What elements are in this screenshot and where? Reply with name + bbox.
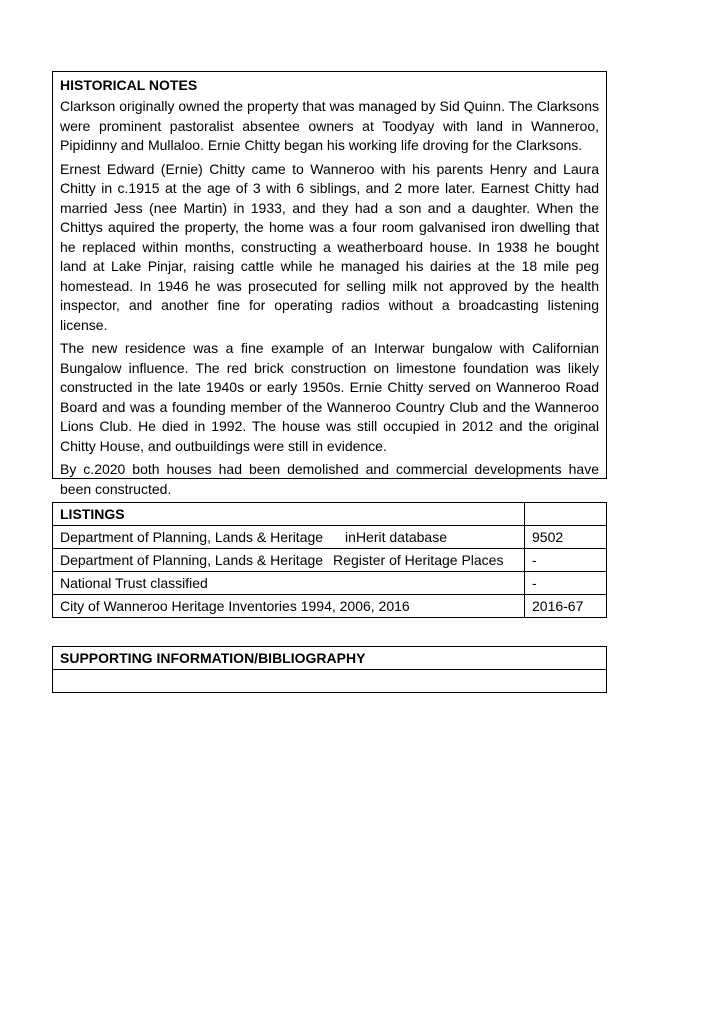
bibliography-heading: SUPPORTING INFORMATION/BIBLIOGRAPHY	[53, 647, 607, 670]
listing-value: -	[525, 549, 607, 572]
listing-detail: Register of Heritage Places	[333, 552, 504, 568]
historical-notes-paragraph-3: The new residence was a fine example of an Interwar bungalow with Californian Bungalow influence. The red brick construction on limestone foundation was likely constructed in the late 1940s or early 1950s. Ernie Chitty served on Wanneroo Road Board and was a founding member of the Wanneroo Country Club and the Wanneroo Lions Club. He died in 1992. The house was still occupied in 2012 and the original Chitty House, and outbuildings were still in evidence.	[60, 340, 599, 454]
listing-name	[53, 572, 525, 595]
historical-notes-paragraph-1: Clarkson originally owned the property that was managed by Sid Quinn. The Clarksons were prominent pastoralist absentee owners at Toodyay with land in Wanneroo, Pipidinny and Mullaloo. Ernie Chitty began his working life droving for the Clarksons.	[60, 98, 599, 153]
bibliography-header-row	[53, 647, 607, 670]
historical-notes-paragraph-4: By c.2020 both houses had been demolished and commercial developments have been constructed.	[60, 461, 599, 497]
listing-org: Department of Planning, Lands & Heritage	[60, 552, 324, 568]
listings-header-row	[53, 503, 607, 526]
listings-heading: LISTINGS	[53, 503, 525, 526]
historical-notes-paragraph-2: Ernest Edward (Ernie) Chitty came to Wanneroo with his parents Henry and Laura Chitty in c.1915 at the age of 3 with 6 siblings, and 2 more later. Earnest Chitty had married Jess (nee Martin) in 1933, and they had a son and a daughter. When the Chittys aquired the property, the home was a four room galvanised iron dwelling that he replaced within months, constructing a weatherboard house. In 1938 he bought land at Lake Pinjar, raising cattle while he managed his dairies at the 18 mile peg homestead. In 1946 he was prosecuted for selling milk not approved by the health inspector, and another fine for operating radios without a broadcasting listening license.	[60, 160, 599, 333]
listing-name	[53, 526, 525, 549]
listing-name	[53, 595, 525, 618]
listing-org: City of Wanneroo Heritage Inventories 1994, 2006, 2016	[60, 598, 410, 614]
listing-value: 9502	[525, 526, 607, 549]
listing-detail: inHerit database	[345, 529, 447, 545]
bibliography-content	[53, 670, 607, 693]
listing-name	[53, 549, 525, 572]
listings-table	[52, 502, 607, 618]
table-row	[53, 572, 607, 595]
listing-value: -	[525, 572, 607, 595]
historical-notes-heading: HISTORICAL NOTES	[60, 77, 198, 93]
table-row	[53, 595, 607, 618]
listing-value: 2016-67	[525, 595, 607, 618]
historical-notes-section	[52, 71, 607, 497]
listings-heading-blank	[525, 503, 607, 526]
bibliography-content-row	[53, 670, 607, 693]
table-row	[53, 549, 607, 572]
listing-org: Department of Planning, Lands & Heritage	[60, 529, 324, 545]
bibliography-table	[52, 646, 607, 693]
table-row	[53, 526, 607, 549]
listing-org: National Trust classified	[60, 575, 208, 591]
